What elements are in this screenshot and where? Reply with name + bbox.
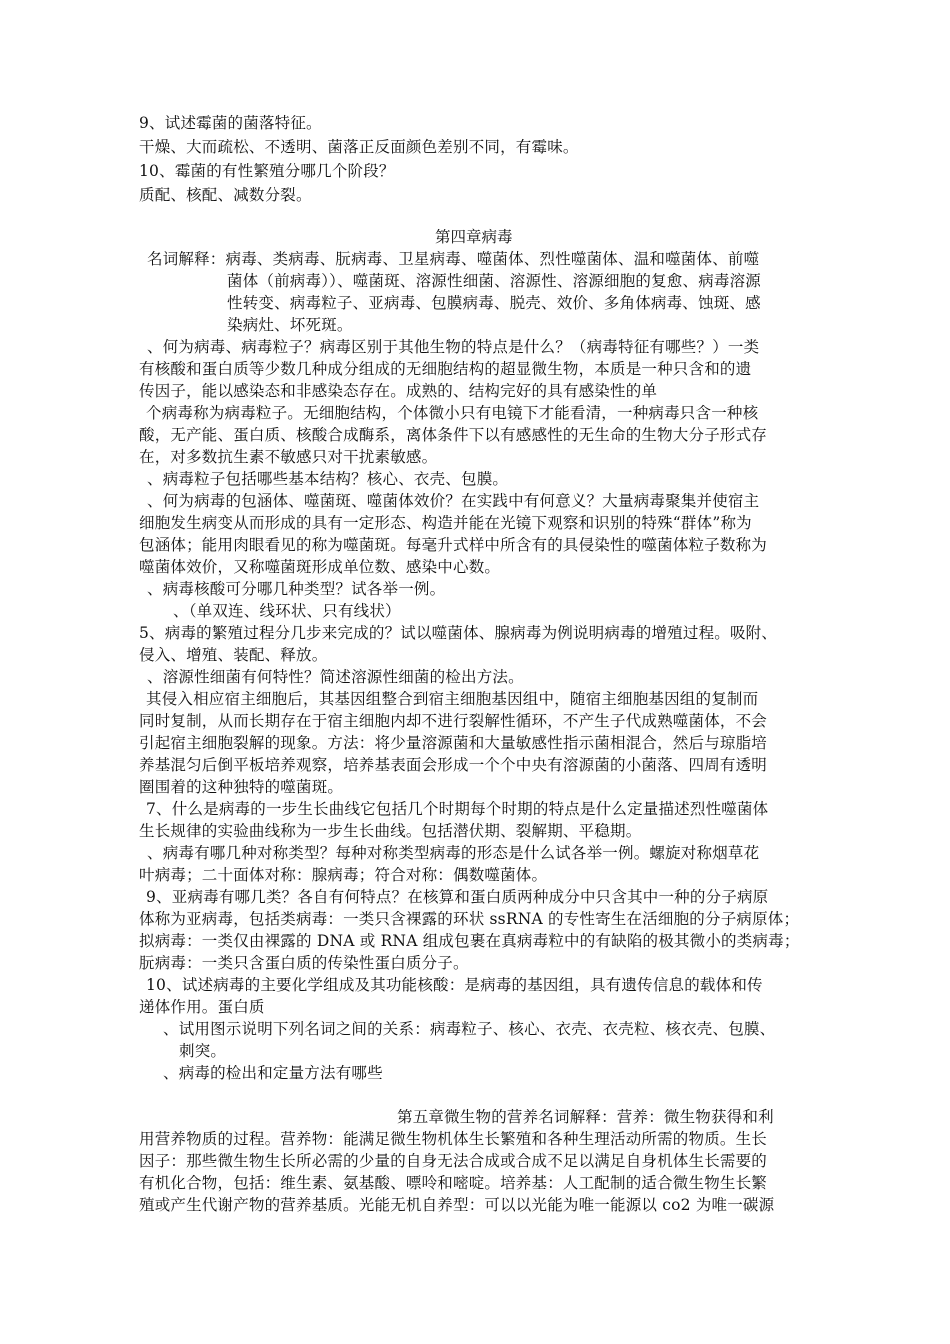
chapter-4-terms-line: 染病灶、坏死斑。 xyxy=(227,316,353,334)
chapter-5-body-line: 有机化合物，包括：维生素、氨基酸、嘌呤和嘧啶。培养基：人工配制的适合微生物生长繁 xyxy=(139,1174,768,1192)
question-9-fungi: 9、试述霉菌的菌落特征。 xyxy=(139,114,322,132)
body-line: 包涵体；能用肉眼看见的称为噬菌斑。每毫升式样中所含有的具侵染性的噬菌体粒子数称为 xyxy=(139,536,768,554)
body-line: 拟病毒：一类仅由裸露的 DNA 或 RNA 组成包裹在真病毒粒中的有缺陷的极其微小的类病毒； xyxy=(139,932,800,950)
body-line: 、病毒粒子包括哪些基本结构？核心、衣壳、包膜。 xyxy=(147,470,509,488)
body-line: 、试用图示说明下列名词之间的关系：病毒粒子、核心、衣壳、衣壳粒、核衣壳、包膜、 xyxy=(163,1020,776,1038)
answer-10-fungi: 质配、核配、减数分裂。 xyxy=(139,186,312,204)
body-line: 同时复制，从而长期存在于宿主细胞内却不进行裂解性循环，不产生子代成熟噬菌体，不会 xyxy=(139,712,768,730)
body-line: 、何为病毒的包涵体、噬菌斑、噬菌体效价？在实践中有何意义？大量病毒聚集并使宿主 xyxy=(147,492,760,510)
body-line: 个病毒称为病毒粒子。无细胞结构，个体微小只有电镜下才能看清，一种病毒只含一种核 xyxy=(146,404,759,422)
body-line: 传因子，能以感染态和非感染态存在。成熟的、结构完好的具有感染性的单 xyxy=(139,382,658,400)
question-10-fungi: 10、霉菌的有性繁殖分哪几个阶段？ xyxy=(139,162,395,180)
chapter-5-body-line: 因子：那些微生物生长所必需的少量的自身无法合成或合成不足以满足自身机体生长需要的 xyxy=(139,1152,768,1170)
body-line: 在，对多数抗生素不敏感只对干扰素敏感。 xyxy=(139,448,438,466)
chapter-4-terms-line: 性转变、病毒粒子、亚病毒、包膜病毒、脱壳、效价、多角体病毒、蚀斑、感 xyxy=(227,294,761,312)
body-line: 噬菌体效价，又称噬菌斑形成单位数、感染中心数。 xyxy=(139,558,501,576)
body-line: 、病毒的检出和定量方法有哪些 xyxy=(163,1064,383,1082)
body-line: 10、试述病毒的主要化学组成及其功能核酸：是病毒的基因组，具有遗传信息的载体和传 xyxy=(146,976,763,994)
body-line: 7、什么是病毒的一步生长曲线它包括几个时期每个时期的特点是什么定量描述烈性噬菌体 xyxy=(146,800,769,818)
body-line: 递体作用。蛋白质 xyxy=(139,998,265,1016)
body-line: 养基混匀后倒平板培养观察，培养基表面会形成一个个中央有溶源菌的小菌落、四周有透明 xyxy=(139,756,768,774)
body-line: 、溶源性细菌有何特性？简述溶源性细菌的检出方法。 xyxy=(147,668,524,686)
body-line: 圈围着的这种独特的噬菌斑。 xyxy=(139,778,344,796)
body-line: 、（单双连、线环状、只有线状） xyxy=(173,602,401,620)
body-line: 9、亚病毒有哪几类？各自有何特点？在核算和蛋白质两种成分中只含其中一种的分子病原 xyxy=(146,888,769,906)
body-line: 侵入、增殖、装配、释放。 xyxy=(139,646,328,664)
chapter-5-body-line: 殖或产生代谢产物的营养基质。光能无机自养型：可以以光能为唯一能源以 co2 为唯一碳源 xyxy=(139,1196,775,1214)
body-line: 、病毒有哪几种对称类型？每种对称类型病毒的形态是什么试各举一例。螺旋对称烟草花 xyxy=(147,844,760,862)
body-line: 朊病毒：一类只含蛋白质的传染性蛋白质分子。 xyxy=(139,954,469,972)
chapter-5-heading-line: 第五章微生物的营养名词解释：营养：微生物获得和利 xyxy=(397,1108,774,1126)
body-line: 其侵入相应宿主细胞后，其基因组整合到宿主细胞基因组中，随宿主细胞基因组的复制而 xyxy=(146,690,759,708)
chapter-4-terms-line: 菌体（前病毒））、噬菌斑、溶源性细菌、溶源性、溶源细胞的复愈、病毒溶源 xyxy=(227,272,762,290)
body-line: 、病毒核酸可分哪几种类型？试各举一例。 xyxy=(147,580,446,598)
body-line: 生长规律的实验曲线称为一步生长曲线。包括潜伏期、裂解期、平稳期。 xyxy=(139,822,642,840)
body-line: 叶病毒；二十面体对称：腺病毒；符合对称：偶数噬菌体。 xyxy=(139,866,548,884)
chapter-5-body-line: 用营养物质的过程。营养物：能满足微生物机体生长繁殖和各种生理活动所需的物质。生长 xyxy=(139,1130,768,1148)
chapter-4-title: 第四章病毒 xyxy=(435,228,513,246)
body-line: 刺突。 xyxy=(179,1042,227,1060)
answer-9-fungi: 干燥、大而疏松、不透明、菌落正反面颜色差别不同，有霉味。 xyxy=(139,138,579,156)
body-line: 酸，无产能、蛋白质、核酸合成酶系，离体条件下以有感感性的无生命的生物大分子形式存 xyxy=(139,426,768,444)
body-line: 5、病毒的繁殖过程分几步来完成的？试以噬菌体、腺病毒为例说明病毒的增殖过程。吸附、 xyxy=(139,624,778,642)
body-line: 细胞发生病变从而形成的具有一定形态、构造并能在光镜下观察和识别的特殊“群体”称为 xyxy=(139,514,752,532)
body-line: 体称为亚病毒，包括类病毒：一类只含裸露的环状 ssRNA 的专性寄生在活细胞的分子病原体； xyxy=(139,910,800,928)
chapter-4-terms-line: 名词解释：病毒、类病毒、朊病毒、卫星病毒、噬菌体、烈性噬菌体、温和噬菌体、前噬 xyxy=(147,250,760,268)
body-line: 有核酸和蛋白质等少数几种成分组成的无细胞结构的超显微生物，本质是一种只含和的遗 xyxy=(139,360,752,378)
body-line: 、何为病毒、病毒粒子？病毒区别于其他生物的特点是什么？（病毒特征有哪些？）一类 xyxy=(147,338,760,356)
body-line: 引起宿主细胞裂解的现象。方法：将少量溶源菌和大量敏感性指示菌相混合，然后与琼脂培 xyxy=(139,734,768,752)
